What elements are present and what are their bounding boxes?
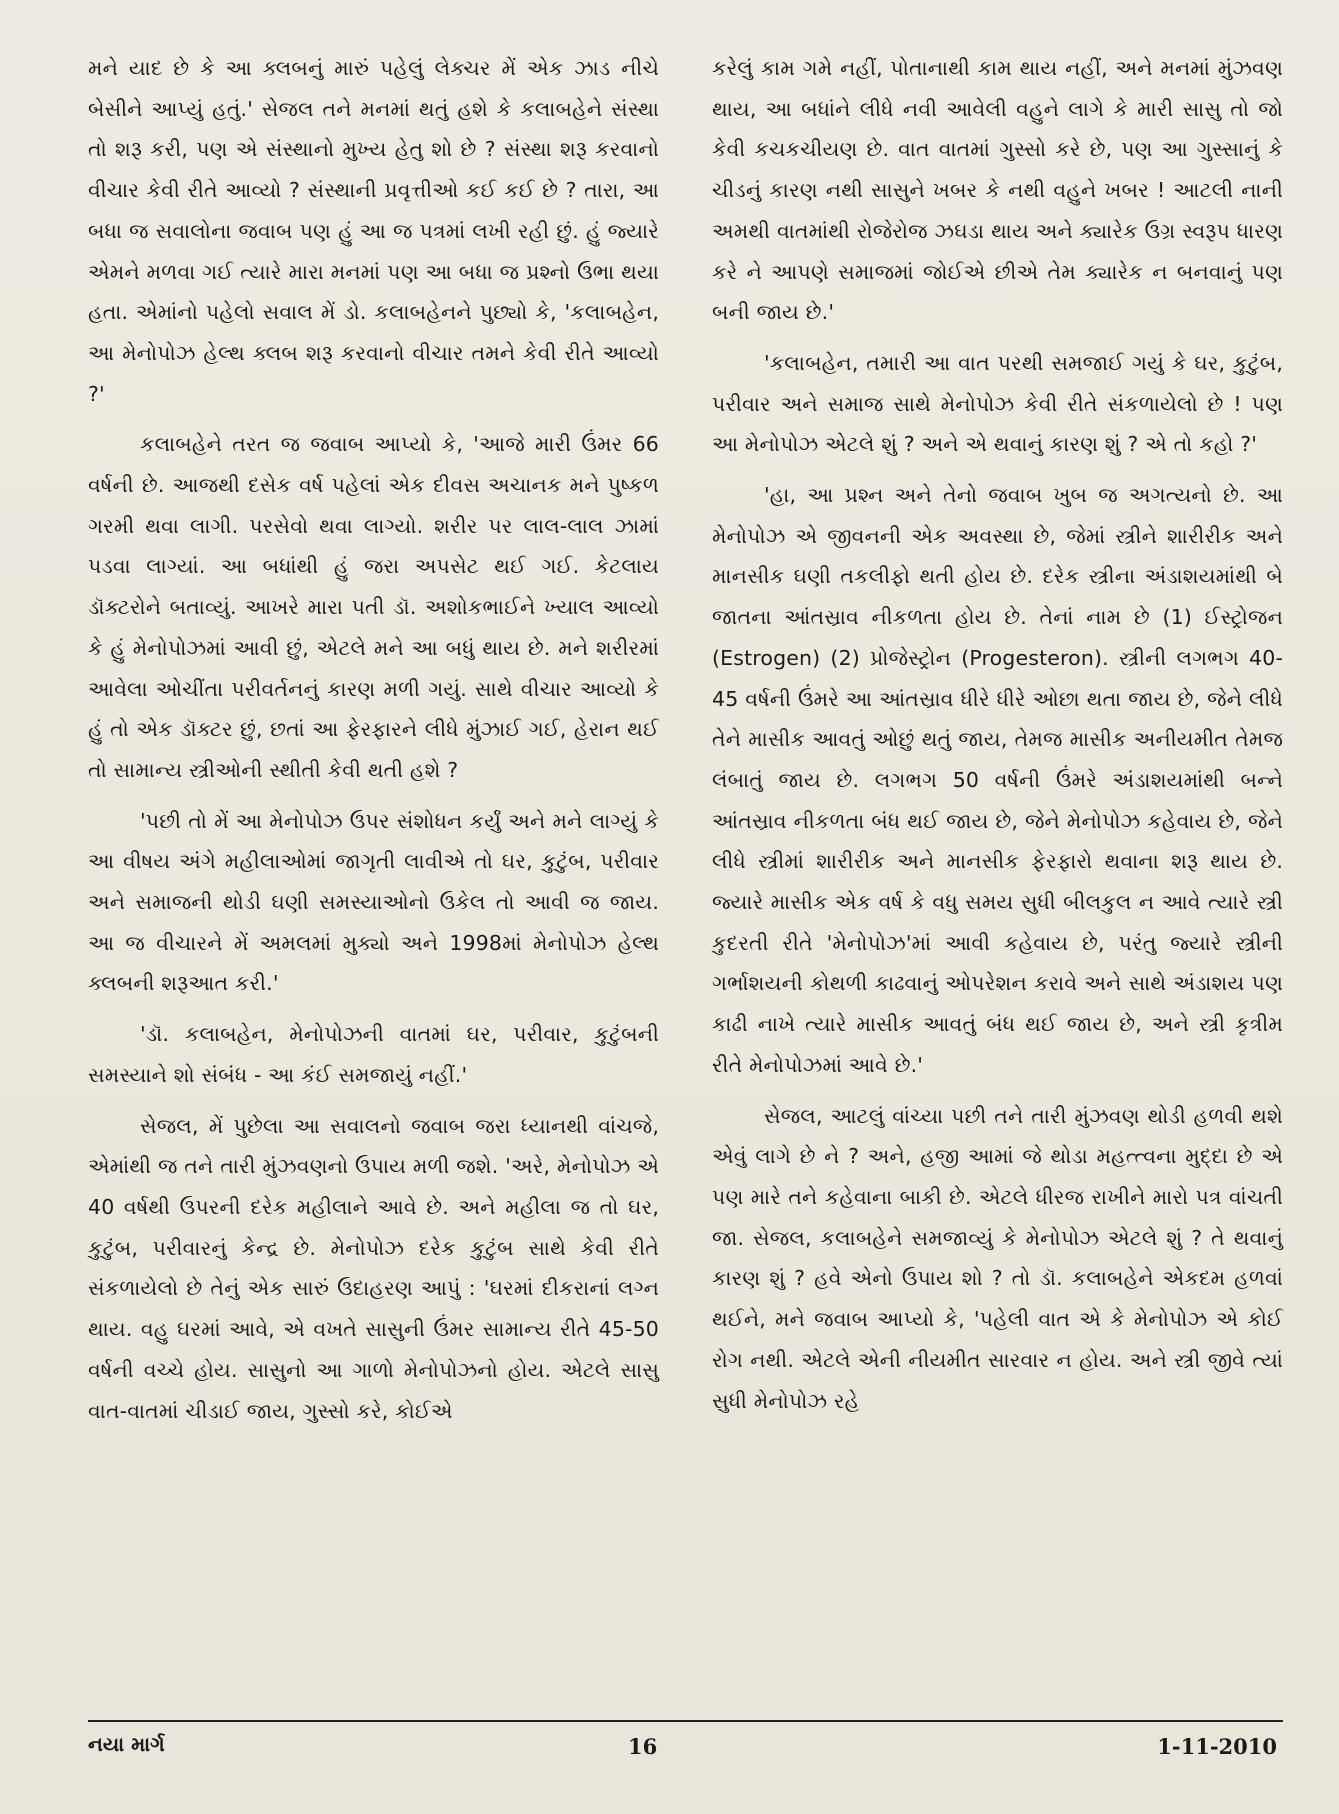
paragraph: 'ડૉ. કલાબહેન, મેનોપોઝની વાતમાં ઘર, પરીવાર, કુટુંબની સમસ્યાને શો સંબંધ - આ કંઈ સમજાયું નહીં.' [88, 1022, 659, 1087]
paragraph: કલાબહેને તરત જ જવાબ આપ્યો કે, 'આજે મારી ઉંમર 66 વર્ષની છે. આજથી દસેક વર્ષ પહેલાં એક દીવસ અચાનક મને પુષ્કળ ગરમી થવા લાગી. પરસેવો થવા લાગ્યો. શરીર પર લાલ-લાલ ઝામાં પડવા લાગ્યાં. આ બધાંથી હું જરા અપસેટ થઈ ગઈ. કેટલાય ડૉક્ટરોને બતાવ્યું. આખરે મારા પતી ડૉ. અશોકભાઈને ખ્યાલ આવ્યો કે હું મેનોપોઝમાં આવી છું, એટલે મને આ બધું થાય છે. મને શરીરમાં આવેલા ઓચીંતા પરીવર્તનનું કારણ મળી ગયું. સાથે વીચાર આવ્યો કે હું તો એક ડૉક્ટર છું, છતાં આ ફેરફારને લીધે મુંઝાઈ ગઈ, હેરાન થઈ તો સામાન્ય સ્ત્રીઓની સ્થીતી કેવી થતી હશે ? [88, 432, 659, 782]
paragraph: 'હા, આ પ્રશ્ન અને તેનો જવાબ ખુબ જ અગત્યનો છે. આ મેનોપોઝ એ જીવનની એક અવસ્થા છે, જેમાં સ્ત્રીને શારીરીક અને માનસીક ઘણી તકલીફો થતી હોય છે. દરેક સ્ત્રીના અંડાશયમાંથી બે જાતના આંતસ્રાવ નીકળતા હોય છે. તેનાં નામ છે (1) ઈસ્ટ્રોજન (Estrogen) (2) પ્રોજેસ્ટ્રોન (Progesteron). સ્ત્રીની લગભગ 40-45 વર્ષની ઉંમરે આ આંતસ્રાવ ધીરે ધીરે ઓછા થતા જાય છે, જેને લીધે તેને માસીક આવતું ઓછું થતું જાય, તેમજ માસીક અનીયમીત તેમજ લંબાતું જાય છે. લગભગ 50 વર્ષની ઉંમરે અંડાશયમાંથી બન્ને આંતસ્રાવ નીકળતા બંધ થઈ જાય છે, જેને મેનોપોઝ કહેવાય છે, જેને લીધે સ્ત્રીમાં શારીરીક અને માનસીક ફેરફારો થવાના શરૂ થાય છે. જ્યારે માસીક એક વર્ષ કે વધુ સમય સુધી બીલકુલ ન આવે ત્યારે સ્ત્રી કુદરતી રીતે 'મેનોપોઝ'માં આવી કહેવાય છે, પરંતુ જ્યારે સ્ત્રીની ગર્ભાશયની કોથળી કાઢવાનું ઓપરેશન કરાવે અને સાથે અંડાશય પણ કાઢી નાખે ત્યારે માસીક આવતું બંધ થઈ જાય છે, અને સ્ત્રી કૃત્રીમ રીતે મેનોપોઝમાં આવે છે.' [712, 483, 1283, 1077]
right-column [712, 48, 1283, 1703]
paragraph: 'પછી તો મેં આ મેનોપોઝ ઉપર સંશોધન કર્યું અને મને લાગ્યું કે આ વીષય અંગે મહીલાઓમાં જાગૃતી લાવીએ તો ઘર, કુટુંબ, પરીવાર અને સમાજની થોડી ઘણી સમસ્યાઓનો ઉકેલ તો આવી જ જાય. આ જ વીચારને મેં અમલમાં મુક્યો અને 1998માં મેનોપોઝ હેલ્થ ક્લબની શરૂઆત કરી.' [88, 808, 659, 996]
paragraph: સેજલ, મેં પુછેલા આ સવાલનો જવાબ જરા ધ્યાનથી વાંચજે, એમાંથી જ તને તારી મુંઝવણનો ઉપાય મળી જશે. 'અરે, મેનોપોઝ એ 40 વર્ષથી ઉપરની દરેક મહીલાને આવે છે. અને મહીલા જ તો ઘર, કુટુંબ, પરીવારનું કેન્દ્ર છે. મેનોપોઝ દરેક કુટુંબ સાથે કેવી રીતે સંકળાયેલો છે તેનું એક સારું ઉદાહરણ આપું : 'ઘરમાં દીકરાનાં લગ્ન થાય. વહુ ઘરમાં આવે, એ વખતે સાસુની ઉંમર સામાન્ય રીતે 45-50 વર્ષની વચ્ચે હોય. સાસુનો આ ગાળો મેનોપોઝનો હોય. એટલે સાસુ વાત-વાતમાં ચીડાઈ જાય, ગુસ્સો કરે, કોઈએ [88, 1113, 659, 1423]
article-body [88, 48, 1283, 1703]
footer-divider [88, 1720, 1283, 1722]
paragraph: કરેલું કામ ગમે નહીં, પોતાનાથી કામ થાય નહીં, અને મનમાં મુંઝવણ થાય, આ બધાંને લીધે નવી આવેલી વહુને લાગે કે મારી સાસુ તો જો કેવી કચકચીયણ છે. વાત વાતમાં ગુસ્સો કરે છે, પણ આ ગુસ્સાનું કે ચીડનું કારણ નથી સાસુને ખબર કે નથી વહુને ખબર ! આટલી નાની અમથી વાતમાંથી રોજેરોજ ઝઘડા થાય અને ક્યારેક ઉગ્ર સ્વરૂપ ધારણ કરે ને આપણે સમાજમાં જોઈએ છીએ તેમ ક્યારેક ન બનવાનું પણ બની જાય છે.' [712, 56, 1283, 325]
issue-date: 1-11-2010 [1157, 1734, 1277, 1759]
paragraph: સેજલ, આટલું વાંચ્યા પછી તને તારી મુંઝવણ થોડી હળવી થશે એવું લાગે છે ને ? અને, હજી આમાં જે થોડા મહત્ત્વના મુદ્દા છે એ પણ મારે તને કહેવાના બાકી છે. એટલે ધીરજ રાખીને મારો પત્ર વાંચતી જા. સેજલ, કલાબહેને સમજાવ્યું કે મેનોપોઝ એટલે શું ? તે થવાનું કારણ શું ? હવે એનો ઉપાય શો ? તો ડૉ. કલાબહેને એકદમ હળવાં થઈને, મને જવાબ આપ્યો કે, 'પહેલી વાત એ કે મેનોપોઝ એ કોઈ રોગ નથી. એટલે એની નીયમીત સારવાર ન હોય. અને સ્ત્રી જીવે ત્યાં સુધી મેનોપોઝ રહે [712, 1103, 1283, 1413]
page-footer [88, 1732, 1283, 1772]
paragraph: મને યાદ છે કે આ ક્લબનું મારું પહેલું લેક્ચર મેં એક ઝાડ નીચે બેસીને આપ્યું હતું.' સેજલ તને મનમાં થતું હશે કે કલાબહેને સંસ્થા તો શરૂ કરી, પણ એ સંસ્થાનો મુખ્ય હેતુ શો છે ? સંસ્થા શરૂ કરવાનો વીચાર કેવી રીતે આવ્યો ? સંસ્થાની પ્રવૃત્તીઓ કઈ કઈ છે ? તારા, આ બધા જ સવાલોના જવાબ પણ હું આ જ પત્રમાં લખી રહી છું. હું જ્યારે એમને મળવા ગઈ ત્યારે મારા મનમાં પણ આ બધા જ પ્રશ્નો ઉભા થયા હતા. એમાંનો પહેલો સવાલ મેં ડો. કલાબહેનને પુછ્યો કે, 'કલાબહેન, આ મેનોપોઝ હેલ્થ ક્લબ શરૂ કરવાનો વીચાર તમને કેવી રીતે આવ્યો ?' [88, 56, 659, 406]
magazine-name: નયા માર્ગ [88, 1732, 165, 1756]
paragraph: 'કલાબહેન, તમારી આ વાત પરથી સમજાઈ ગયું કે ઘર, કુટુંબ, પરીવાર અને સમાજ સાથે મેનોપોઝ કેવી રીતે સંકળાયેલો છે ! પણ આ મેનોપોઝ એટલે શું ? અને એ થવાનું કારણ શું ? એ તો કહો ?' [712, 350, 1283, 457]
page-number: 16 [628, 1734, 658, 1759]
left-column [88, 48, 659, 1703]
